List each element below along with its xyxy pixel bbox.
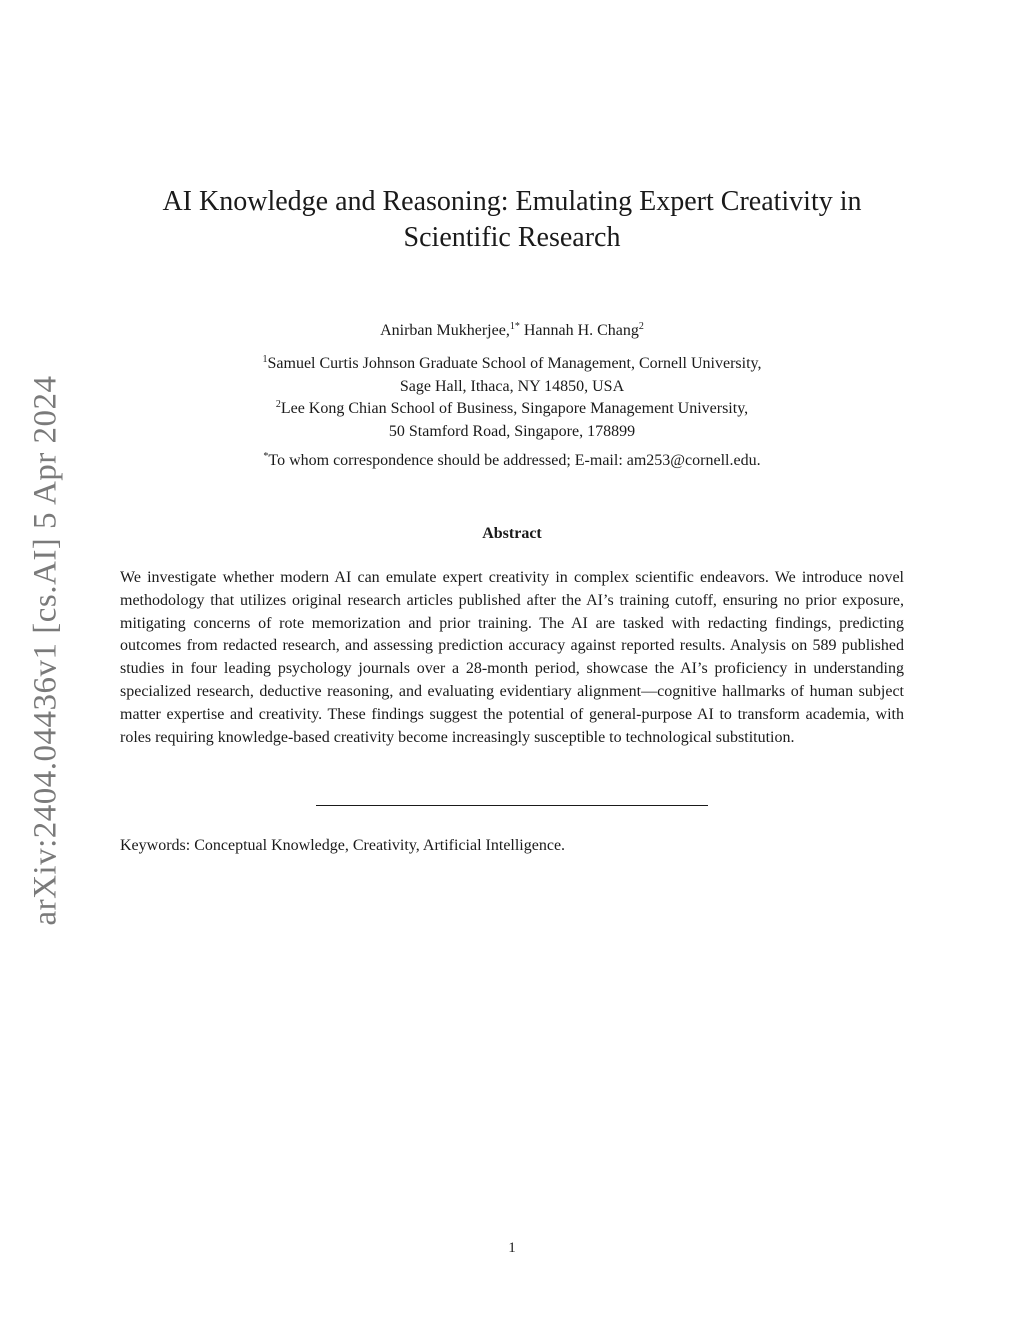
keywords: Keywords: Conceptual Knowledge, Creativity, Artificial Intelligence.	[120, 837, 566, 854]
page-number: 1	[508, 1240, 516, 1256]
abstract-heading: Abstract	[482, 525, 542, 542]
section-divider	[316, 805, 708, 806]
correspondence-mark: *	[263, 451, 269, 462]
affiliations	[100, 353, 924, 443]
arxiv-stamp-text: arXiv:2404.04436v1 [cs.AI] 5 Apr 2024	[27, 374, 64, 926]
author-2-name: Hannah H. Chang	[523, 322, 639, 339]
affiliation-1-line-2: Sage Hall, Ithaca, NY 14850, USA	[399, 377, 625, 395]
title-line-1: AI Knowledge and Reasoning: Emulating Expert Creativity in	[162, 186, 862, 217]
author-list	[100, 320, 924, 342]
abstract-body: We investigate whether modern AI can emulate expert creativity in complex scientific endeavors. We introduce novel methodology that utilizes original research articles published after the AI’s training cutoff, ensuring no prior exposure, mitigating concerns of rote memorization and prior training. The AI are tasked with redacting findings, predicting outcomes from redacted research, and assessing prediction accuracy against reported results. Analysis on 589 published studies in four leading psychology journals over a 28-month period, showcase the AI’s proficiency in understanding specialized research, deductive reasoning, and evaluating evidentiary alignment—cognitive hallmarks of human subject matter expertise and creativity. These findings suggest the potential of general-purpose AI to transform academia, with roles requiring knowledge-based creativity become increasingly susceptible to technological substitution.	[120, 569, 904, 746]
affiliation-1-mark: 1	[262, 354, 268, 365]
correspondence-text: To whom correspondence should be addressed; E-mail: am253@cornell.edu.	[268, 452, 761, 469]
arxiv-stamp	[24, 370, 68, 930]
affiliation-1-line-1	[100, 353, 924, 376]
author-2-marks: 2	[638, 321, 644, 332]
author-1-name: Anirban Mukherjee,	[380, 322, 510, 339]
correspondence-note	[100, 450, 924, 472]
author-1-marks: 1*	[509, 321, 520, 332]
affiliation-2-mark: 2	[275, 399, 281, 410]
affiliation-2-line-1	[100, 398, 924, 421]
title-line-2: Scientific Research	[403, 222, 621, 253]
affiliation-2-line-2: 50 Stamford Road, Singapore, 178899	[388, 422, 636, 440]
paper-title	[100, 184, 924, 256]
affiliation-2-text: Lee Kong Chian School of Business, Singapore Management University,	[280, 400, 749, 417]
affiliation-1-text: Samuel Curtis Johnson Graduate School of Management, Cornell University,	[267, 355, 762, 372]
